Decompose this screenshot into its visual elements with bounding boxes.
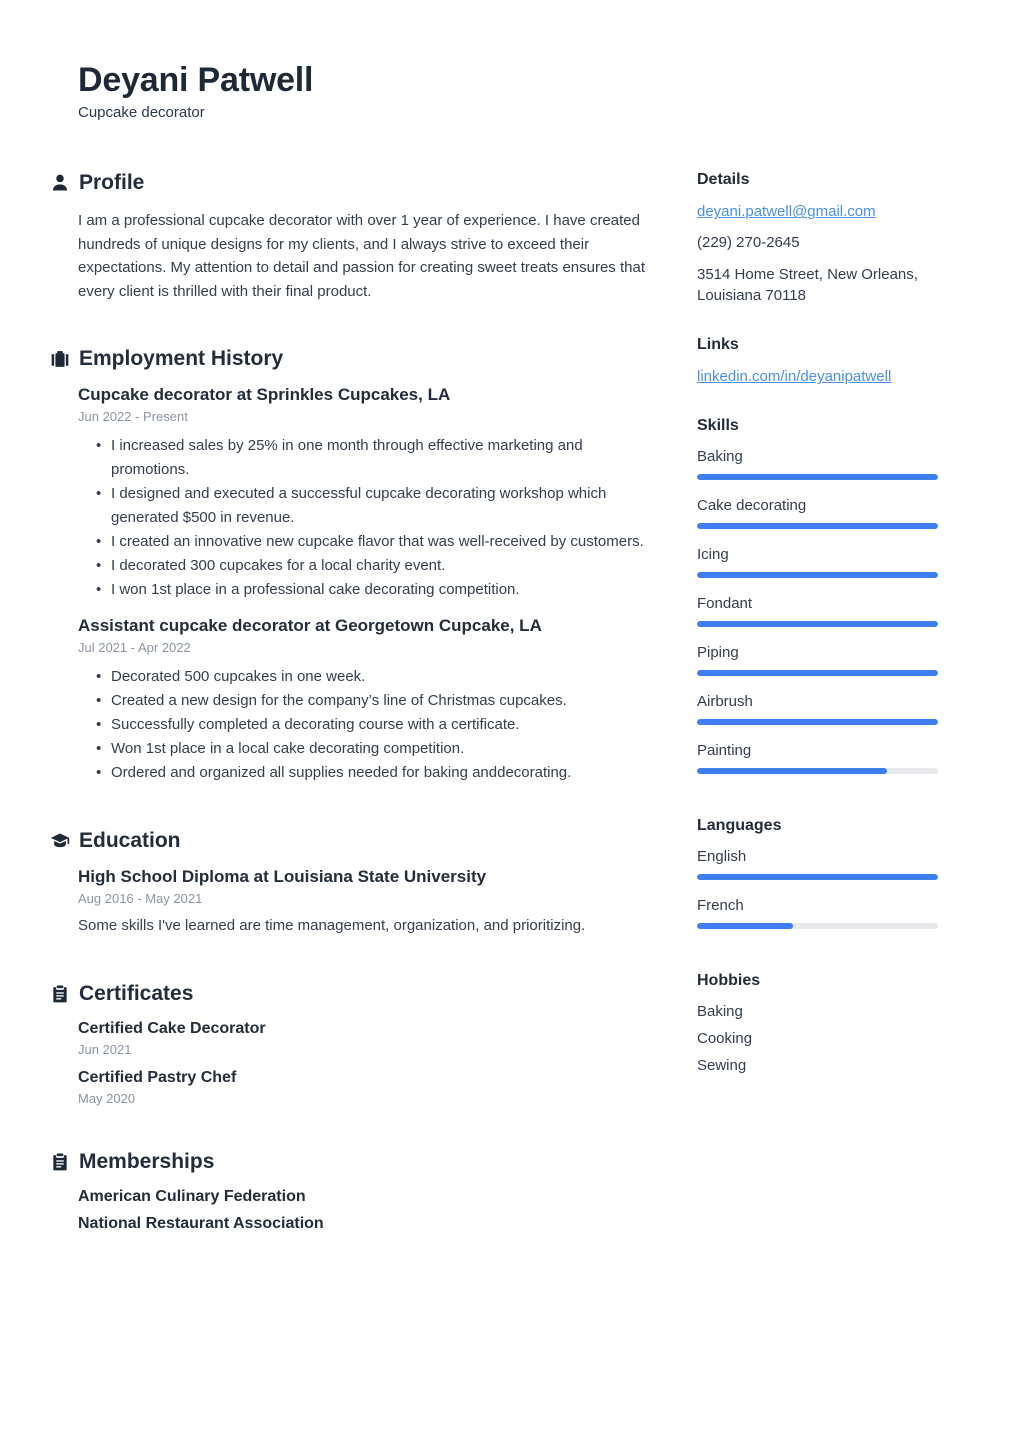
memberships-heading-row [50, 1150, 662, 1174]
clipboard-icon [50, 984, 70, 1004]
languages-heading: Languages [697, 817, 782, 835]
job-bullet-list [96, 434, 662, 602]
certificate-entry [78, 1020, 662, 1057]
email-row [697, 202, 938, 222]
skill-bar-fill [697, 523, 938, 529]
section-memberships [50, 1150, 662, 1233]
skill-bar [697, 719, 938, 725]
language-label: French [697, 897, 744, 915]
skill-bar [697, 768, 938, 774]
hobby-item: Sewing [697, 1057, 747, 1075]
language-label: English [697, 848, 747, 866]
certificate-date: May 2020 [78, 1091, 136, 1107]
education-description: Some skills I've learned are time management, organization, and prioritizing. [78, 917, 586, 935]
skill-item [697, 546, 938, 578]
resume-header [78, 62, 938, 121]
skill-label: Airbrush [697, 693, 753, 711]
profile-text: I am a professional cupcake decorator with over 1 year of experience. I have created hundreds of unique designs for my clients, and I always strive to exceed their expectations. My attention to detail and passion for creating sweet treats ensures that every client is thrilled with their final product. [78, 212, 645, 300]
skill-bar-fill [697, 621, 938, 627]
section-employment [50, 347, 662, 785]
language-bar-fill [697, 923, 793, 929]
skill-bar [697, 670, 938, 676]
memberships-body [78, 1188, 662, 1233]
profile-body [78, 209, 662, 303]
job-bullet: • I increased sales by 25% in one month through effective marketing and promotions. [96, 434, 662, 482]
language-bar [697, 874, 938, 880]
job-bullet: • Ordered and organized all supplies needed for baking anddecorating. [96, 761, 662, 785]
job-dates: Jun 2022 - Present [78, 409, 188, 425]
candidate-name: Deyani Patwell [78, 61, 314, 99]
job-bullet: • Created a new design for the company’s line of Christmas cupcakes. [96, 689, 662, 713]
certificates-heading-row [50, 982, 662, 1006]
job-bullet: • I won 1st place in a professional cake decorating competition. [96, 578, 662, 602]
links-heading: Links [697, 336, 739, 354]
skill-item [697, 693, 938, 725]
language-bar [697, 923, 938, 929]
education-heading: Education [79, 829, 181, 853]
membership-item: American Culinary Federation [78, 1188, 306, 1206]
content-columns [50, 171, 938, 1277]
certificates-heading: Certificates [79, 982, 194, 1006]
certificate-name: Certified Cake Decorator [78, 1020, 266, 1038]
job-bullet: • I created an innovative new cupcake flavor that was well-received by customers. [96, 530, 662, 554]
education-body [78, 867, 662, 938]
skill-item [697, 448, 938, 480]
certificates-body [78, 1020, 662, 1106]
section-profile [50, 171, 662, 303]
employment-body [78, 385, 662, 785]
skill-item [697, 742, 938, 774]
job-dates: Jul 2021 - Apr 2022 [78, 640, 191, 656]
profile-heading: Profile [79, 171, 145, 195]
address-line-1: 3514 Home Street, New Orleans, [697, 266, 918, 284]
details-section [697, 171, 938, 306]
skill-bar-fill [697, 719, 938, 725]
hobbies-heading: Hobbies [697, 972, 761, 990]
hobby-item: Cooking [697, 1030, 753, 1048]
profile-heading-row [50, 171, 662, 195]
phone-number: (229) 270-2645 [697, 234, 800, 252]
details-heading: Details [697, 171, 750, 189]
job-title: Cupcake decorator at Sprinkles Cupcakes, LA [78, 385, 451, 405]
skill-bar [697, 572, 938, 578]
briefcase-icon [50, 349, 70, 369]
section-certificates [50, 982, 662, 1106]
address-line-2: Louisiana 70118 [697, 287, 806, 305]
skill-label: Baking [697, 448, 743, 466]
job-entry [78, 616, 662, 785]
graduation-cap-icon [50, 831, 70, 851]
skills-heading: Skills [697, 417, 739, 435]
languages-section [697, 817, 938, 929]
hobby-item: Baking [697, 1003, 743, 1021]
job-bullet: • I decorated 300 cupcakes for a local charity event. [96, 554, 662, 578]
skill-label: Fondant [697, 595, 753, 613]
job-bullet-list [96, 665, 662, 785]
employment-heading: Employment History [79, 347, 284, 371]
person-icon [50, 173, 70, 193]
linkedin-link[interactable]: linkedin.com/in/deyanipatwell [697, 368, 892, 386]
skill-label: Piping [697, 644, 739, 662]
skill-label: Icing [697, 546, 729, 564]
memberships-heading: Memberships [79, 1150, 215, 1174]
certificate-entry [78, 1069, 662, 1106]
job-bullet: • Decorated 500 cupcakes in one week. [96, 665, 662, 689]
email-link[interactable]: deyani.patwell@gmail.com [697, 203, 876, 221]
skill-bar [697, 621, 938, 627]
links-section [697, 336, 938, 387]
side-column [697, 171, 938, 1277]
clipboard-icon [50, 1152, 70, 1172]
skill-bar-fill [697, 670, 938, 676]
skill-bar [697, 523, 938, 529]
language-item [697, 848, 938, 880]
skill-bar-fill [697, 768, 887, 774]
skill-item [697, 595, 938, 627]
address [697, 264, 938, 306]
certificate-name: Certified Pastry Chef [78, 1069, 237, 1087]
job-title: Assistant cupcake decorator at Georgetown Cupcake, LA [78, 616, 542, 636]
education-heading-row [50, 829, 662, 853]
linkedin-row [697, 367, 938, 387]
language-bar-fill [697, 874, 938, 880]
job-bullet: • Successfully completed a decorating course with a certificate. [96, 713, 662, 737]
skill-item [697, 644, 938, 676]
skill-bar-fill [697, 572, 938, 578]
education-degree: High School Diploma at Louisiana State University [78, 867, 487, 887]
skills-section [697, 417, 938, 774]
education-dates: Aug 2016 - May 2021 [78, 891, 203, 907]
certificate-date: Jun 2021 [78, 1042, 132, 1058]
skill-bar [697, 474, 938, 480]
job-entry [78, 385, 662, 602]
candidate-job-title: Cupcake decorator [78, 104, 205, 122]
skill-label: Cake decorating [697, 497, 807, 515]
job-bullet: • Won 1st place in a local cake decorating competition. [96, 737, 662, 761]
hobbies-section [697, 972, 938, 1074]
skill-bar-fill [697, 474, 938, 480]
section-education [50, 829, 662, 938]
job-bullet: • I designed and executed a successful cupcake decorating workshop which generated $500 in revenue. [96, 482, 662, 530]
membership-item: National Restaurant Association [78, 1215, 324, 1233]
skill-label: Painting [697, 742, 752, 760]
language-item [697, 897, 938, 929]
employment-heading-row [50, 347, 662, 371]
main-column [50, 171, 662, 1277]
skill-item [697, 497, 938, 529]
